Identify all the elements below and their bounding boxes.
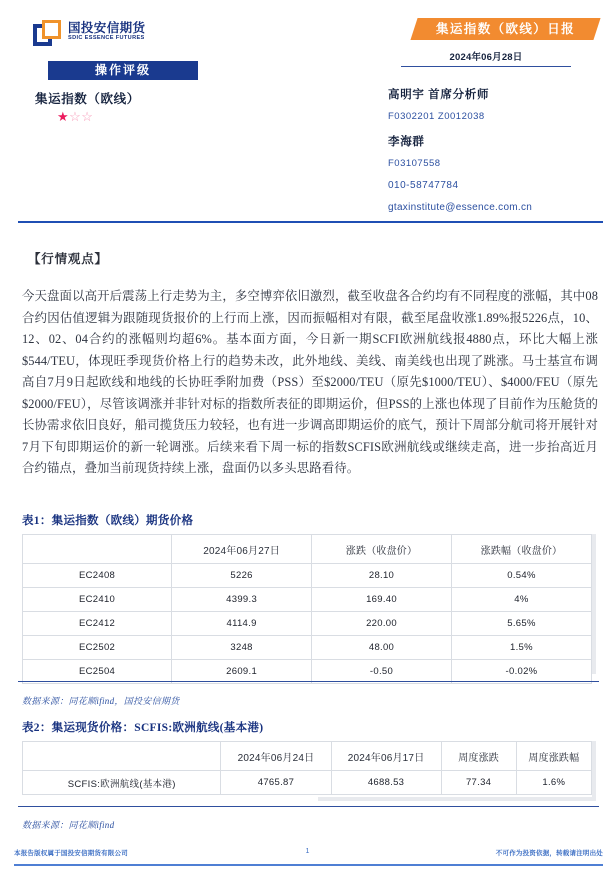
star-empty-icon: ☆☆: [69, 109, 94, 124]
table2-source-note: 数据来源：同花顺ifind: [22, 820, 115, 830]
logo-name-en: SDIC ESSENCE FUTURES: [68, 35, 145, 42]
table2-col-1: 2024年06月24日: [221, 742, 331, 771]
operation-rating-bar: 操作评级: [48, 61, 198, 80]
logo-mark-icon: [33, 20, 62, 49]
table1-cell: 5226: [172, 564, 312, 588]
contact-phone: 010-58747784: [388, 180, 459, 191]
table1-shadow-right: [592, 534, 596, 674]
banner-shape: [410, 18, 600, 40]
market-view-paragraph: 今天盘面以高开后震荡上行走势为主，多空博弈依旧激烈，截至收盘各合约均有不同程度的涨幅，其中08合约因估值逻辑为跟随现货报价的上行而上涨，因而振幅相对有限，截至尾盘收涨1.89%报5226点，10、12、02、04合约的涨幅则均超6%。基本面方面，今日新一期SCFI欧洲航线报4880点，环比大幅上涨$544/TEU，体现旺季现货价格上行的趋势未改，此外地线、美线、南美线也出现了跳涨。马士基宣布调高自7月9日起欧线和地线的长协旺季附加费（PSS）至$2000/TEU（原先$1000/TEU）、$4000/FEU（原先$2000/FEU），尽管该调涨并非针对标的指数所表征的即期运价，但PSS的上涨也体现了目前作为压舱货的长协需求依旧良好，船司揽货压力较轻，也有进一步调高即期运价的底气，预计下周部分航司将开展针对7月下旬即期运价的新一轮调涨。后续来看下周一标的指数SCFIS欧洲航线或继续走高，进一步抬高近月合约锚点，叠加当前现货持续上涨，盘面仍以多头思路看待。: [22, 289, 598, 475]
table1-cell: 48.00: [312, 636, 452, 660]
table1-cell: -0.50: [312, 660, 452, 684]
logo-orange-square-icon: [42, 20, 61, 39]
header-divider: [18, 221, 603, 223]
table1-cell: 3248: [172, 636, 312, 660]
table2-cell: 1.6%: [516, 771, 591, 795]
table1-cell: 1.5%: [451, 636, 591, 660]
footer-disclaimer: 不可作为投资依据，转载请注明出处: [495, 850, 603, 857]
table1-source-note: 数据来源：同花顺ifind，国投安信期货: [22, 696, 180, 706]
table1-cell: EC2408: [23, 564, 172, 588]
table1-cell: 2609.1: [172, 660, 312, 684]
table2-cell: 4765.87: [221, 771, 331, 795]
table1-col-3: 涨跌幅（收盘价）: [451, 535, 591, 564]
star-filled-icon: ★: [57, 109, 70, 124]
report-banner: [414, 18, 597, 40]
table2-col-3: 周度涨跌: [441, 742, 516, 771]
table2-col-0: [23, 742, 221, 771]
table1-cell: 4399.3: [172, 588, 312, 612]
table1-cell: EC2412: [23, 612, 172, 636]
table2-col-4: 周度涨跌幅: [516, 742, 591, 771]
table1-cell: 5.65%: [451, 612, 591, 636]
star-rating: [57, 110, 93, 123]
table-header-row: [23, 742, 592, 771]
table-row: [23, 564, 592, 588]
table1-cell: 169.40: [312, 588, 452, 612]
table2-shadow-right: [592, 741, 596, 801]
table1-cell: EC2410: [23, 588, 172, 612]
contact-email: gtaxinstitute@essence.com.cn: [388, 202, 533, 213]
table-row: [23, 588, 592, 612]
logo-name-cn: 国投安信期货: [68, 21, 146, 35]
table1-col-1: 2024年06月27日: [172, 535, 312, 564]
table-row: [23, 612, 592, 636]
spot-price-table: [22, 741, 592, 795]
market-view-heading: 【行情观点】: [28, 252, 108, 266]
table1-cell: 4%: [451, 588, 591, 612]
report-footer: [0, 846, 615, 870]
table-row: [23, 660, 592, 684]
company-logo: [33, 20, 145, 49]
logo-text: [68, 20, 145, 42]
table1-cell: 28.10: [312, 564, 452, 588]
table2-col-2: 2024年06月17日: [331, 742, 441, 771]
table1-cell: 220.00: [312, 612, 452, 636]
table1-cell: EC2504: [23, 660, 172, 684]
rating-subject-label: 集运指数（欧线）: [35, 92, 140, 106]
table1-cell: 4114.9: [172, 612, 312, 636]
report-date: 2024年06月28日: [401, 49, 571, 67]
footer-copyright: 本报告版权属于国投安信期货有限公司: [14, 850, 128, 857]
futures-price-table: [22, 534, 592, 684]
table1-cell: EC2502: [23, 636, 172, 660]
footer-page-number: 1: [305, 848, 310, 855]
table2-shadow-bottom: [318, 797, 596, 801]
table1-col-0: [23, 535, 172, 564]
table1-cell: 0.54%: [451, 564, 591, 588]
table-header-row: [23, 535, 592, 564]
table2-title: 表2：集运现货价格：SCFIS:欧洲航线(基本港): [22, 722, 264, 734]
banner-title: 集运指数（欧线）日报: [435, 22, 575, 36]
analyst-name-secondary: 李海群: [388, 136, 425, 148]
table2-cell: SCFIS:欧洲航线(基本港): [23, 771, 221, 795]
analyst-info: [388, 86, 603, 213]
analyst-code-secondary: F03107558: [388, 158, 441, 169]
report-header: [0, 0, 615, 218]
table2-cell: 4688.53: [331, 771, 441, 795]
table-row: [23, 771, 592, 795]
table1-cell: -0.02%: [451, 660, 591, 684]
table1-bottom-rule: [18, 681, 599, 682]
analyst-code-primary: F0302201 Z0012038: [388, 111, 485, 122]
table2-bottom-rule: [18, 806, 599, 807]
table2-cell: 77.34: [441, 771, 516, 795]
table1-title: 表1：集运指数（欧线）期货价格: [22, 515, 194, 527]
table1-col-2: 涨跌（收盘价）: [312, 535, 452, 564]
table-row: [23, 636, 592, 660]
footer-divider: [14, 864, 603, 866]
analyst-name-primary: 高明宇 首席分析师: [388, 89, 490, 101]
